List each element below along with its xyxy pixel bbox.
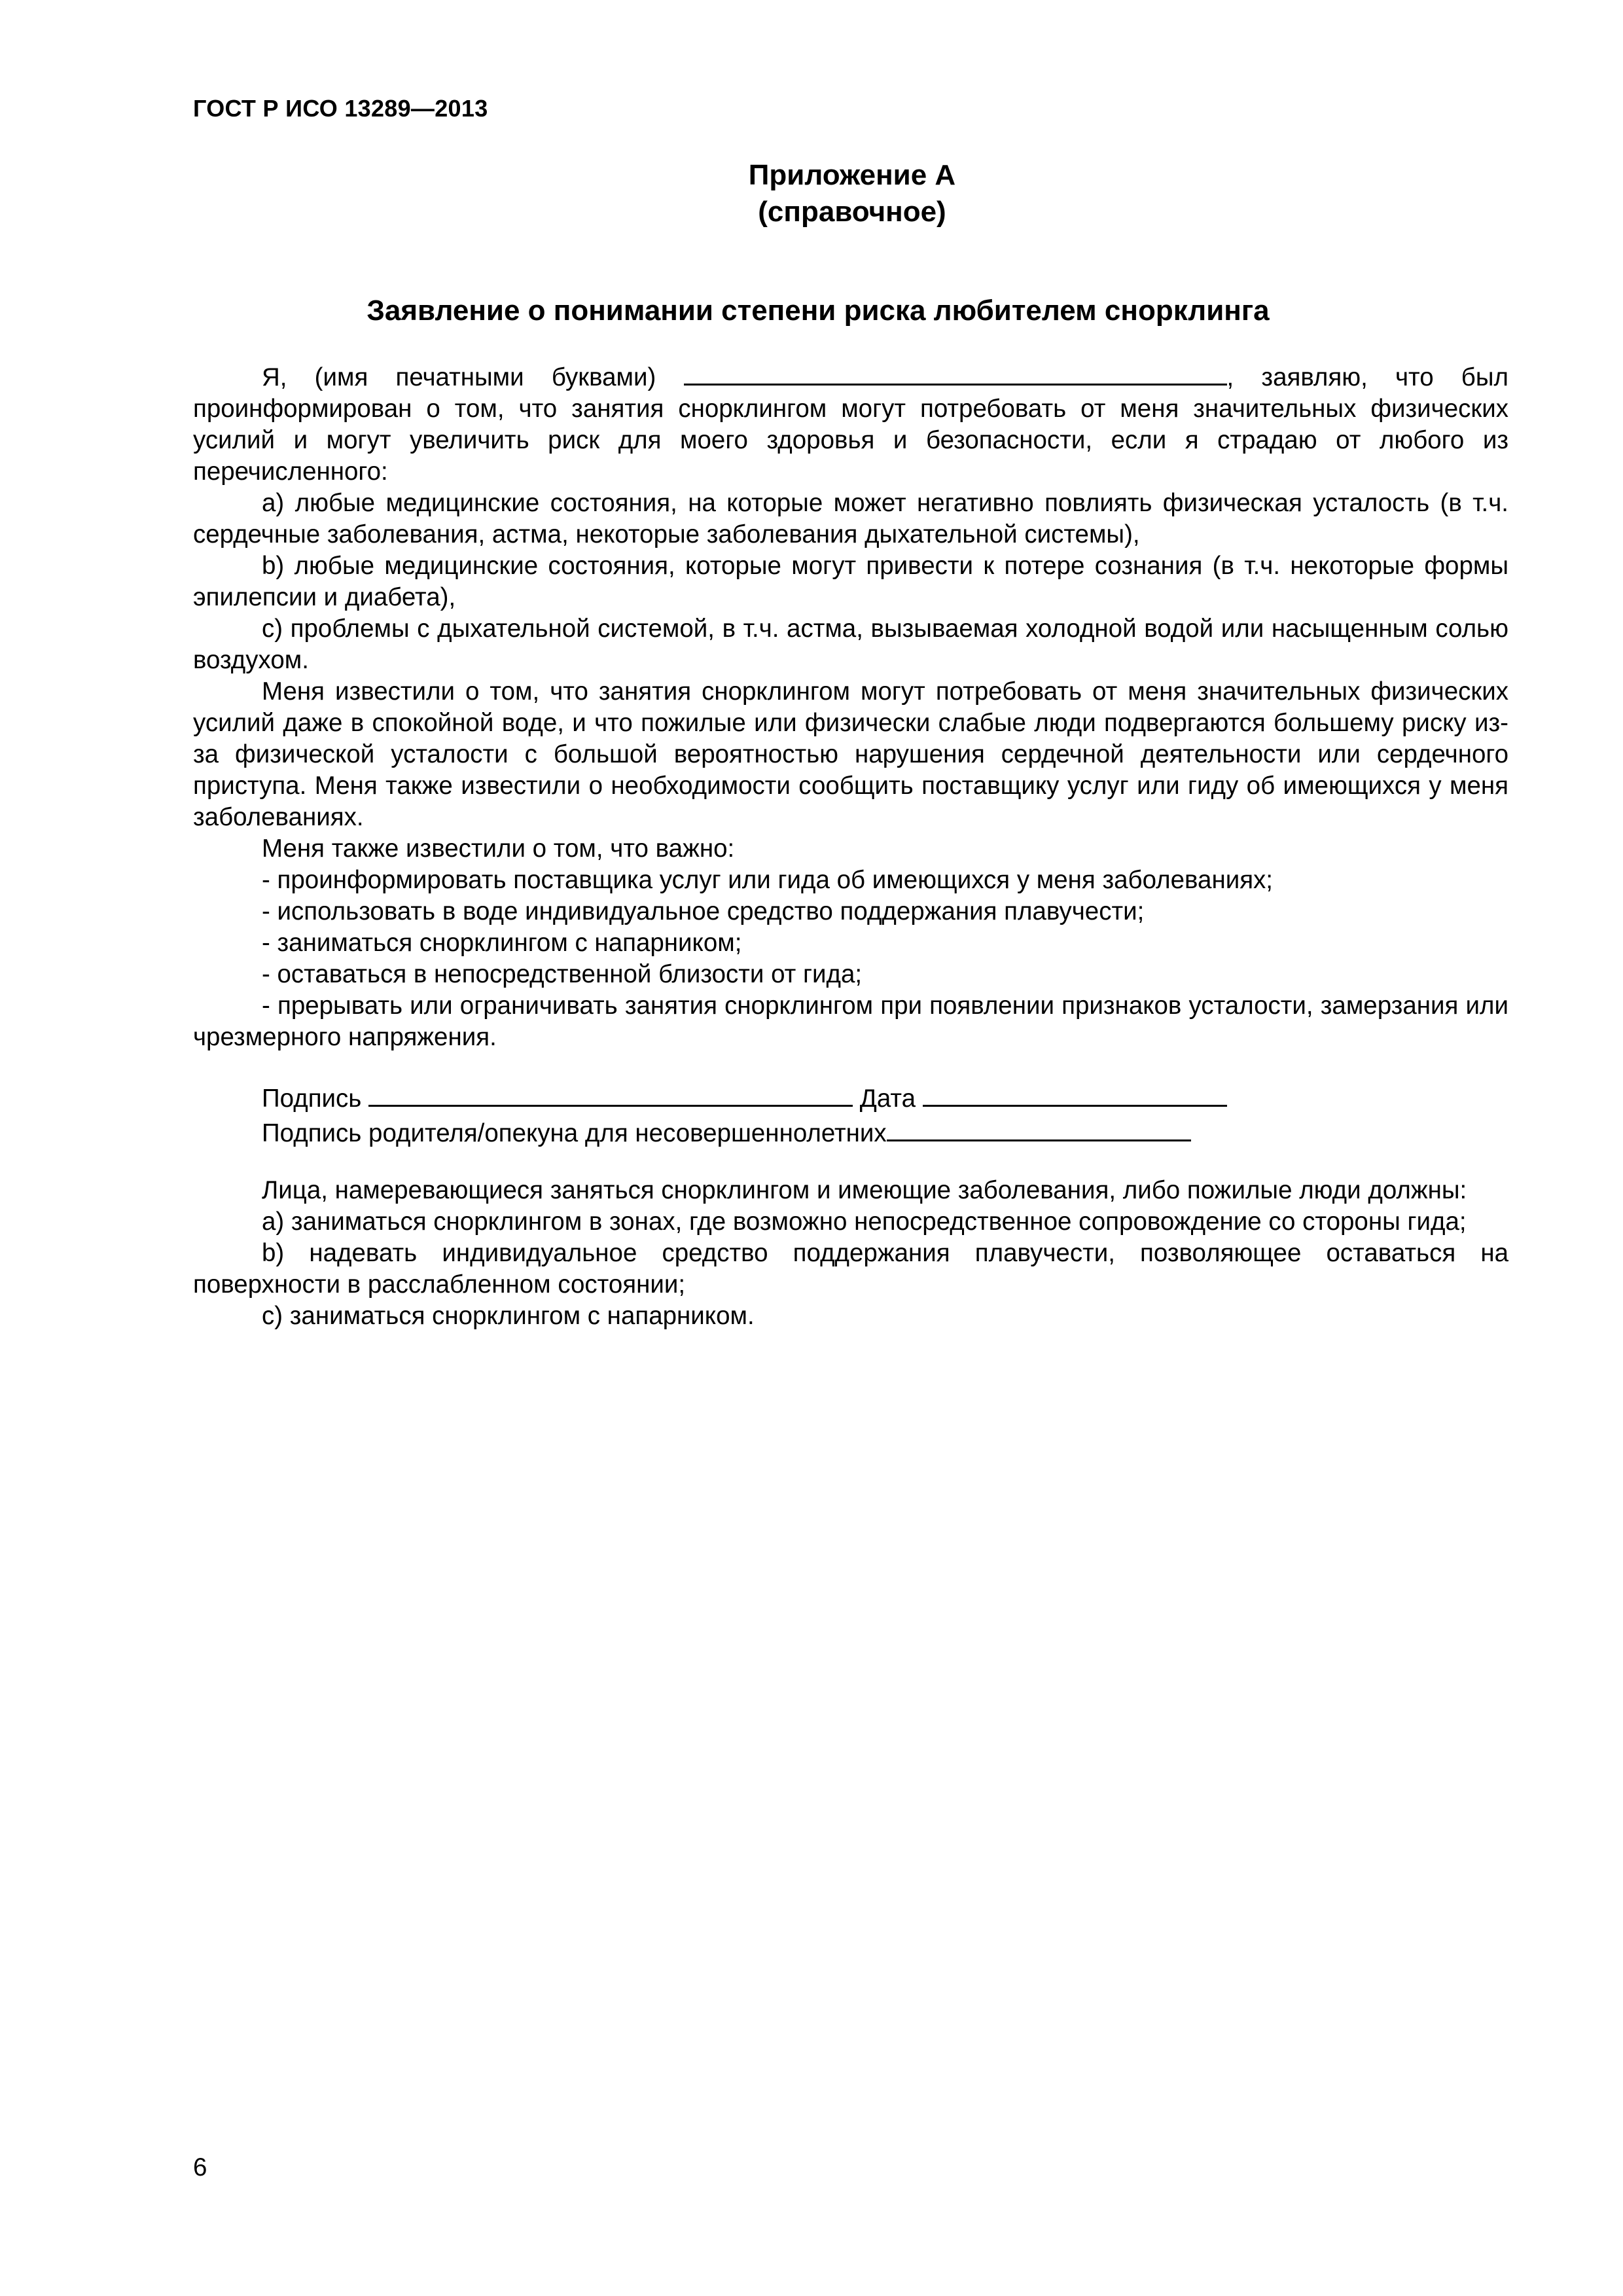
guardian-label: Подпись родителя/опекуна для несовершеннолетних (262, 1119, 887, 1147)
item-c: с) проблемы с дыхательной системой, в т.ч. астма, вызываемая холодной водой или насыщенным солью воздухом. (193, 615, 1508, 674)
signature-block (262, 1080, 1227, 1149)
standard-header: ГОСТ Р ИСО 13289—2013 (193, 95, 488, 122)
requirement-c: с) заниматься снорклингом с напарником. (262, 1302, 755, 1330)
date-blank-field[interactable] (923, 1080, 1227, 1107)
signature-label: Подпись (262, 1085, 362, 1113)
list-item: - оставаться в непосредственной близости от гида; (262, 960, 863, 988)
name-blank-field[interactable] (684, 359, 1227, 386)
guardian-blank-field[interactable] (887, 1115, 1191, 1141)
annex-subtitle: (справочное) (758, 196, 946, 228)
list-item: - заниматься снорклингом с напарником; (262, 929, 742, 957)
requirement-b: b) надевать индивидуальное средство поддержания плавучести, позволяющее оставаться на поверхности в расслабленном состоянии; (193, 1239, 1508, 1299)
signature-blank-field[interactable] (368, 1080, 853, 1107)
requirements-section (193, 1175, 1508, 1332)
list-item: - использовать в воде индивидуальное средство поддержания плавучести; (262, 897, 1145, 925)
item-b: b) любые медицинские состояния, которые могут привести к потере сознания (в т.ч. некоторые формы эпилепсии и диабета), (193, 552, 1508, 611)
date-label: Дата (859, 1085, 916, 1113)
list-item: - проинформировать поставщика услуг или гида об имеющихся у меня заболеваниях; (262, 866, 1274, 894)
intro-paragraph (193, 359, 1508, 488)
page-number: 6 (193, 2153, 207, 2181)
important-paragraph: Меня также известили о том, что важно: (262, 834, 735, 863)
list-item: - прерывать или ограничивать занятия снорклингом при появлении признаков усталости, замерзания или чрезмерного напряжения. (193, 992, 1508, 1051)
annex-title: Приложение А (748, 159, 956, 191)
document-title: Заявление о понимании степени риска любителем снорклинга (366, 295, 1270, 327)
item-a: а) любые медицинские состояния, на которые может негативно повлиять физическая усталость (в т.ч. сердечные заболевания, астма, некоторые заболевания дыхательной системы), (193, 489, 1508, 548)
informed-paragraph: Меня известили о том, что занятия снорклингом могут потребовать от меня значительных физических усилий даже в спокойной воде, и что пожилые или физически слабые люди подвергаются большему риску из-за физической усталости с большой вероятностью нарушения сердечной деятельности или сердечного приступа. Меня также известили о необходимости сообщить поставщику услуг или гиду об имеющихся у меня заболеваниях. (193, 677, 1508, 831)
intro-before-blank: Я, (имя печатными буквами) (262, 363, 656, 391)
intro-after-blank: , заявляю, что был проинформирован о том, что занятия снорклингом могут потребовать от меня значительных физических усилий и могут увеличить риск для моего здоровья и безопасности, если я страдаю от любого из перечисленного: (193, 363, 1508, 486)
requirement-a: а) заниматься снорклингом в зонах, где возможно непосредственное сопровождение со стороны гида; (262, 1208, 1467, 1236)
signature-line (262, 1080, 1227, 1115)
guardian-signature-line (262, 1115, 1227, 1149)
declaration-body (193, 359, 1508, 1053)
requirements-paragraph: Лица, намеревающиеся заняться снорклингом и имеющие заболевания, либо пожилые люди должны: (262, 1176, 1467, 1204)
